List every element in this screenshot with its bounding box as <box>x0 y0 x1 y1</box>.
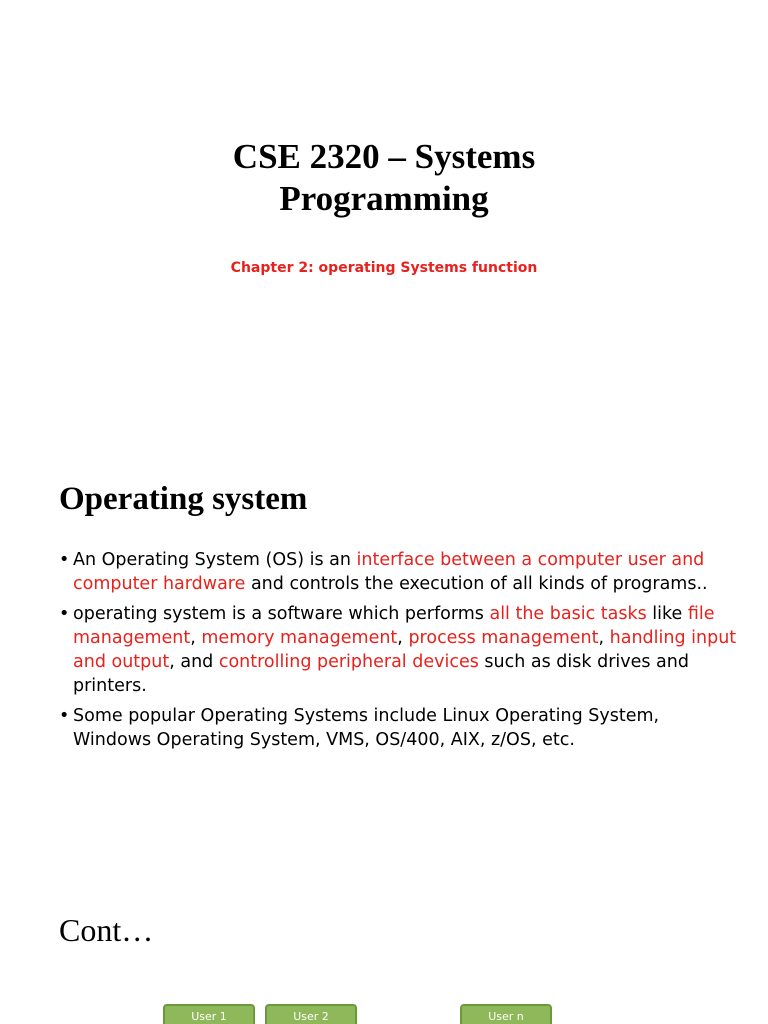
bullet-text: like <box>646 604 688 624</box>
user-1-box: User 1 <box>163 1004 255 1024</box>
highlight-text: process management <box>408 628 599 648</box>
slide-title <box>0 0 768 430</box>
bullet-text: such as disk drives and printers. <box>73 652 689 696</box>
bullet-text: An Operating System (OS) is an <box>73 550 357 570</box>
chapter-subtitle: Chapter 2: operating Systems function <box>230 260 538 276</box>
bullet-icon: • <box>59 550 70 570</box>
cont-heading: Cont… <box>59 912 154 948</box>
bullet-icon: • <box>59 706 70 726</box>
user-2-box: User 2 <box>265 1004 357 1024</box>
highlight-text: all the basic tasks <box>489 604 647 624</box>
bullet-item-3 <box>59 704 739 752</box>
bullet-item-1 <box>59 548 739 596</box>
operating-system-heading: Operating system <box>59 481 308 517</box>
title-line-2: Programming <box>279 179 489 218</box>
title-line-1: CSE 2320 – Systems <box>232 137 536 176</box>
slide-cont <box>0 870 768 1024</box>
bullet-text: , <box>397 628 409 648</box>
slide-title-heading <box>0 136 768 220</box>
highlight-text: handling input and output <box>73 628 737 672</box>
highlight-text: interface between a computer user and computer hardware <box>73 550 705 594</box>
bullet-text: , <box>598 628 610 648</box>
bullet-text: and controls the execution of all kinds of programs.. <box>245 574 708 594</box>
bullet-text: , <box>190 628 202 648</box>
bullet-text: , and <box>169 652 219 672</box>
bullet-text: operating system is a software which performs <box>73 604 490 624</box>
user-n-box: User n <box>460 1004 552 1024</box>
bullet-icon: • <box>59 604 70 624</box>
slide-operating-system <box>0 440 768 860</box>
bullet-text: Some popular Operating Systems include Linux Operating System, Windows Operating System, VMS, OS/400, AIX, z/OS, etc. <box>73 706 660 750</box>
highlight-text: memory management <box>201 628 398 648</box>
highlight-text: file management <box>73 604 715 648</box>
bullet-item-2 <box>59 602 739 698</box>
highlight-text: controlling peripheral devices <box>218 652 479 672</box>
bullet-list <box>59 548 739 758</box>
